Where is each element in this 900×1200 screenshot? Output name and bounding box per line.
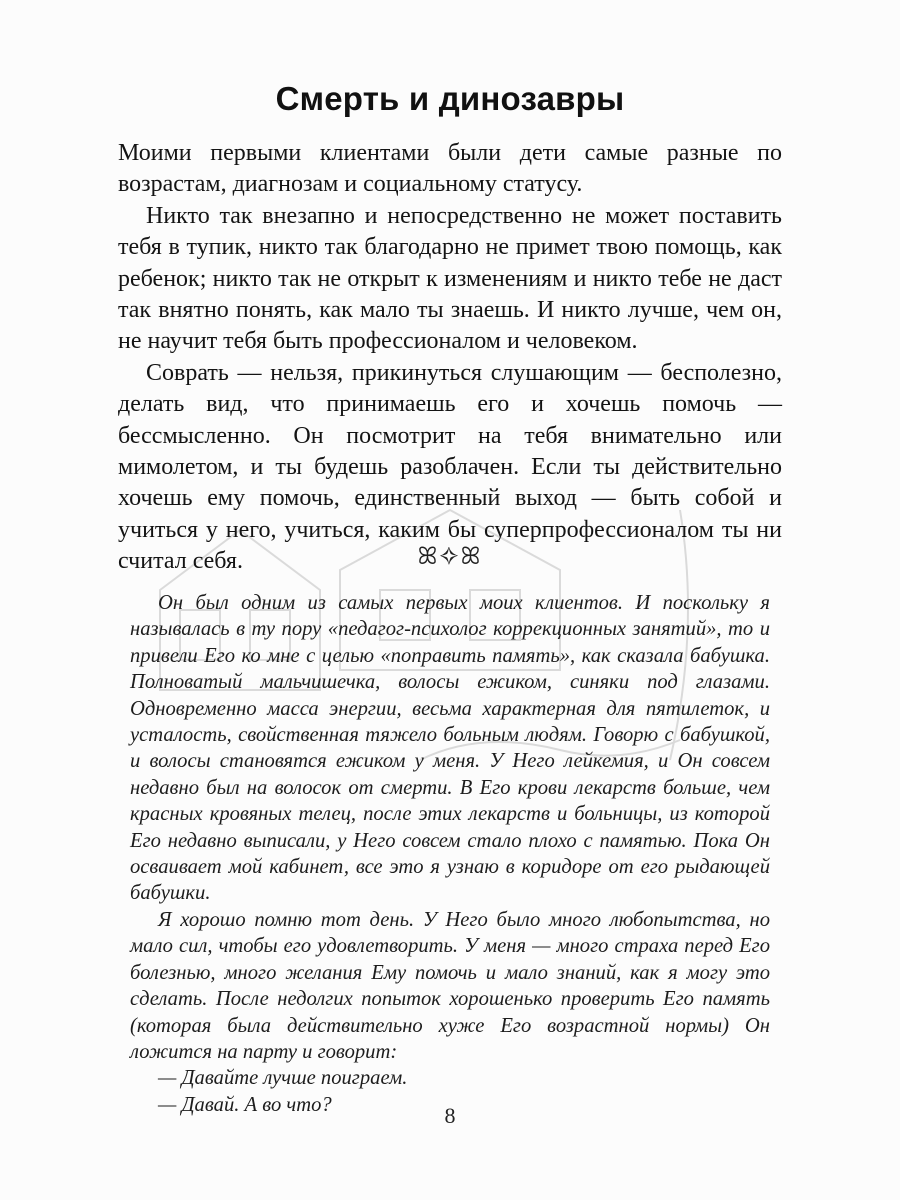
- chapter-title: Смерть и динозавры: [275, 80, 625, 117]
- narrative-paragraph: Я хорошо помню тот день. У Него было много любопытства, но мало сил, чтобы его удовлетворить. У меня — много страха перед Его болезнью, много желания Ему помочь и мало знаний, как я могу это сделать. После недолгих попыток хорошенько проверить Его память (которая была действительно хуже Его возрастной нормы) Он ложится на парту и говорит:: [130, 908, 770, 1063]
- dialogue-line: — Давай. А во что?: [158, 1093, 332, 1116]
- section-ornament: ꕤ✧ꕤ: [417, 544, 483, 570]
- dialogue-line: — Давайте лучше поиграем.: [158, 1067, 408, 1090]
- body-paragraph: Никто так внезапно и непосредственно не может поставить тебя в тупик, никто так благодарно не примет твою помощь, как ребенок; никто так не открыт к изменениям и никто тебе не даст так внятно понять, как мало ты знаешь. И никто лучше, чем он, не научит тебя быть профессионалом и человеком.: [118, 202, 782, 355]
- narrative-paragraph: Он был одним из самых первых моих клиентов. И поскольку я называлась в ту пору «педагог-психолог коррекционных занятий», то и привели Его ко мне с целью «поправить память», как сказала бабушка. Полноватый мальчишечка, волосы ежиком, синяки под глазами. Одновременно масса энергии, весьма характерная для пятилеток, и усталость, свойственная тяжело больным людям. Говорю с бабушкой, и волосы становятся ежиком у меня. У Него лейкемия, и Он совсем недавно был на волосок от смерти. В Его крови лекарств больше, чем красных кровяных телец, после этих лекарств и больницы, из которой Его недавно выписали, у Него совсем стало плохо с памятью. Пока Он осваивает мой кабинет, все это я узнаю в коридоре от его рыдающей бабушки.: [130, 592, 770, 905]
- italic-narrative: [130, 590, 770, 1118]
- body-paragraph: Моими первыми клиентами были дети самые разные по возрастам, диагнозам и социальному статусу.: [118, 140, 782, 198]
- body-paragraph: Соврать — нельзя, прикинуться слушающим — бесполезно, делать вид, что принимаешь его и хочешь помочь — бессмысленно. Он посмотрит на тебя внимательно или мимолетом, и ты будешь разоблачен. Если ты действительно хочешь ему помочь, единственный выход — быть собой и учиться у него, учиться, каким бы суперпрофессионалом ты ни считал себя.: [118, 359, 782, 575]
- body-text: [118, 138, 782, 578]
- page-number: 8: [444, 1103, 456, 1128]
